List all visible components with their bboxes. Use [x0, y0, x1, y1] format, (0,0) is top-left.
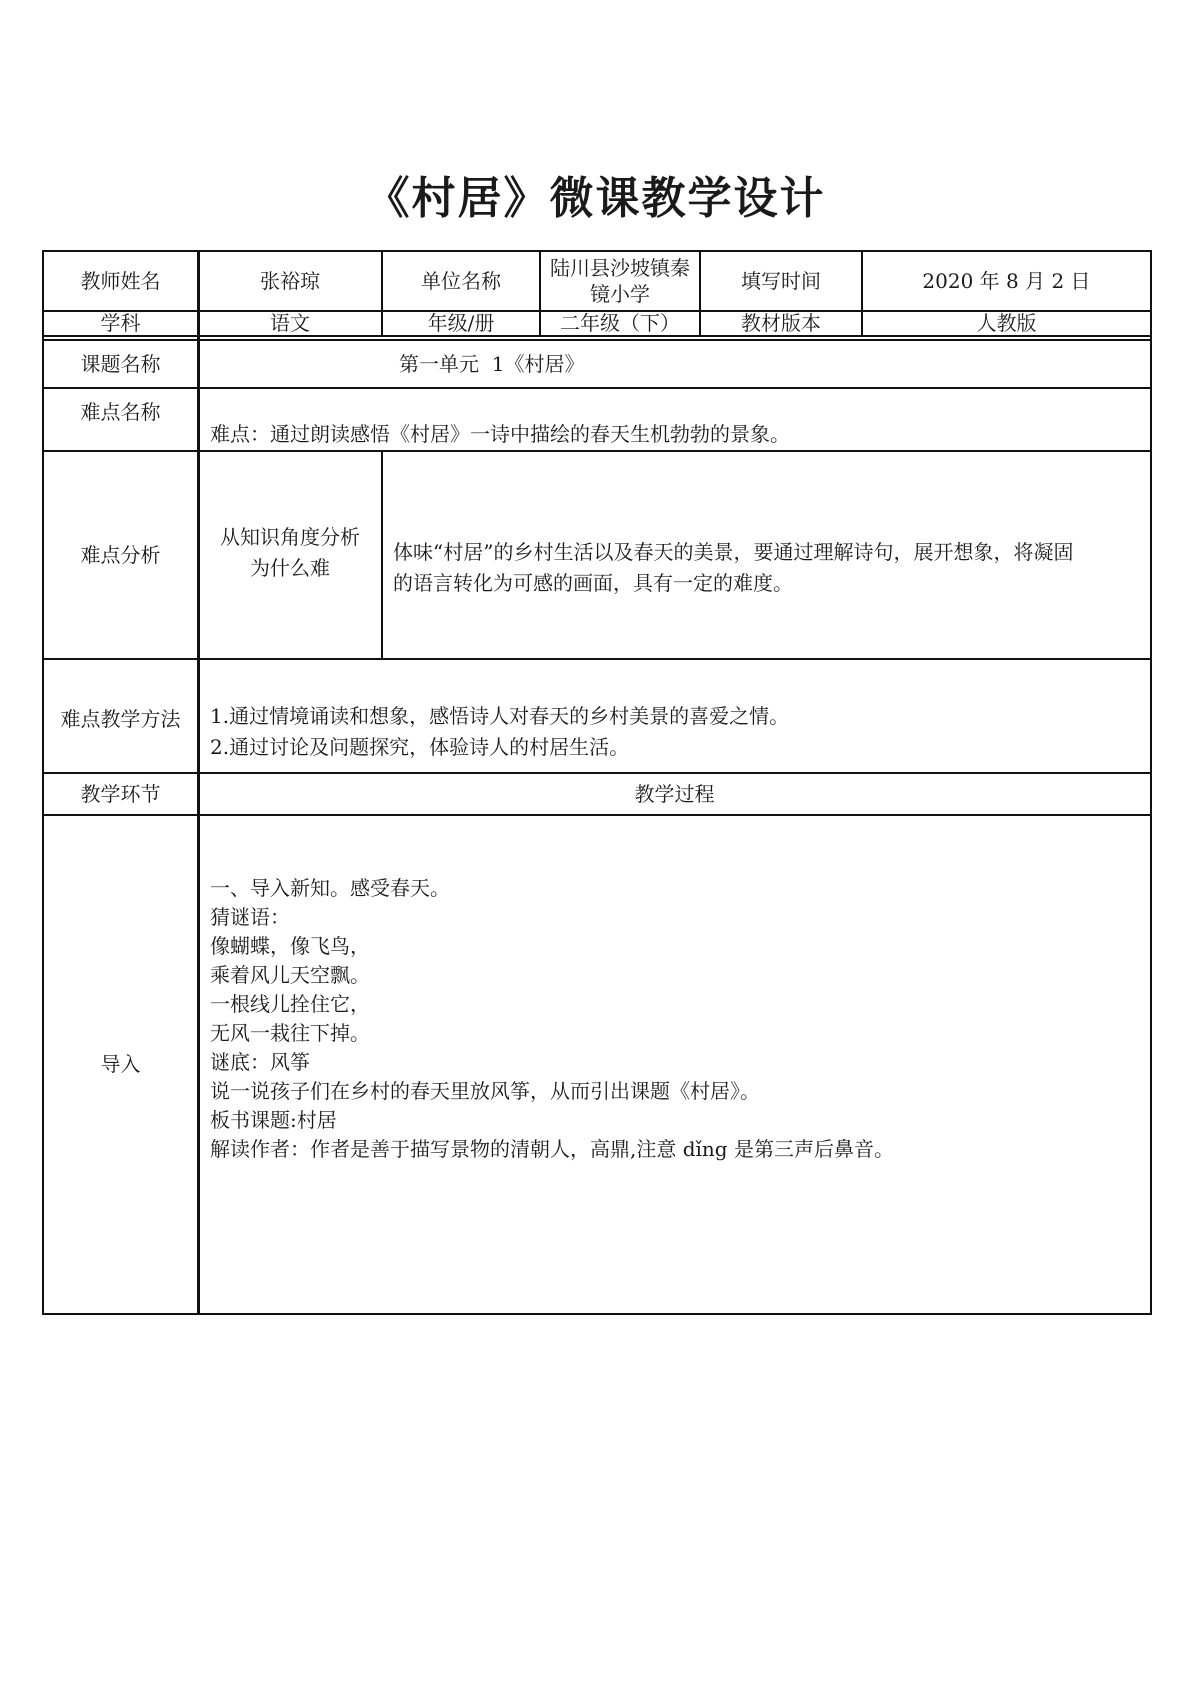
unit-value-line: 陆川县沙坡镇秦: [550, 256, 690, 280]
process-header: 教学过程: [634, 781, 715, 806]
lesson-design-table: [42, 250, 1152, 1315]
intro-line: 说一说孩子们在乡村的春天里放风筝，从而引出课题《村居》。: [210, 1079, 760, 1103]
intro-line: 一、导入新知。感受春天。: [210, 876, 450, 900]
topic-label: 课题名称: [80, 351, 161, 376]
difficulty-value: 难点：通过朗读感悟《村居》一诗中描绘的春天生机勃勃的景象。: [210, 422, 790, 446]
date-value: 2020 年 8 月 2 日: [922, 268, 1091, 293]
method-line: 2.通过讨论及问题探究，体验诗人的村居生活。: [210, 735, 630, 759]
analysis-value: [393, 537, 1148, 601]
analysis-value-line: 体味“村居”的乡村生活以及春天的美景，要通过理解诗句，展开想象，将凝固: [393, 540, 1074, 564]
intro-line: 谜底：风筝: [210, 1050, 310, 1074]
unit-value-line: 镜小学: [590, 282, 650, 306]
unit-value: [541, 252, 699, 310]
teacher-label: 教师姓名: [80, 268, 161, 293]
intro-line: 乘着风儿天空飘。: [210, 963, 370, 987]
row-divider: [44, 387, 1150, 389]
grade-value: 二年级（下）: [560, 311, 680, 335]
intro-line: 像蝴蝶，像飞鸟，: [210, 934, 370, 958]
stage-header: 教学环节: [80, 781, 161, 806]
intro-label: 导入: [100, 1052, 141, 1076]
intro-line: 猜谜语：: [210, 905, 290, 929]
subject-label: 学科: [100, 311, 141, 335]
analysis-sub-label-line: 从知识角度分析: [220, 525, 360, 549]
page-title: 《村居》微课教学设计: [365, 173, 826, 224]
analysis-sub-label: [199, 522, 381, 586]
intro-content: [210, 874, 1140, 1194]
column-divider: [381, 450, 383, 660]
intro-line: 一根线儿拴住它，: [210, 992, 370, 1016]
teacher-value: 张裕琼: [260, 268, 320, 293]
difficulty-label: 难点名称: [80, 399, 161, 424]
analysis-sub-label-line: 为什么难: [250, 556, 330, 580]
intro-line: 解读作者：作者是善于描写景物的清朝人，高鼎,注意 dǐng 是第三声后鼻音。: [210, 1137, 894, 1161]
date-label: 填写时间: [741, 268, 821, 293]
method-label: 难点教学方法: [60, 706, 181, 731]
edition-value: 人教版: [976, 311, 1037, 335]
edition-label: 教材版本: [741, 311, 821, 335]
analysis-label: 难点分析: [80, 542, 161, 567]
row-divider: [44, 814, 1150, 816]
row-divider: [44, 658, 1150, 660]
topic-value: 第一单元 1《村居》: [399, 351, 585, 376]
row-divider: [44, 450, 1150, 452]
analysis-value-line: 的语言转化为可感的画面，具有一定的难度。: [393, 571, 793, 595]
intro-line: 无风一栽往下掉。: [210, 1021, 370, 1045]
subject-value: 语文: [270, 311, 310, 335]
grade-label: 年级/册: [427, 311, 495, 335]
method-value: [210, 701, 1140, 765]
intro-line: 板书课题:村居: [210, 1108, 337, 1132]
method-line: 1.通过情境诵读和想象，感悟诗人对春天的乡村美景的喜爱之情。: [210, 704, 790, 728]
unit-label: 单位名称: [421, 268, 501, 293]
